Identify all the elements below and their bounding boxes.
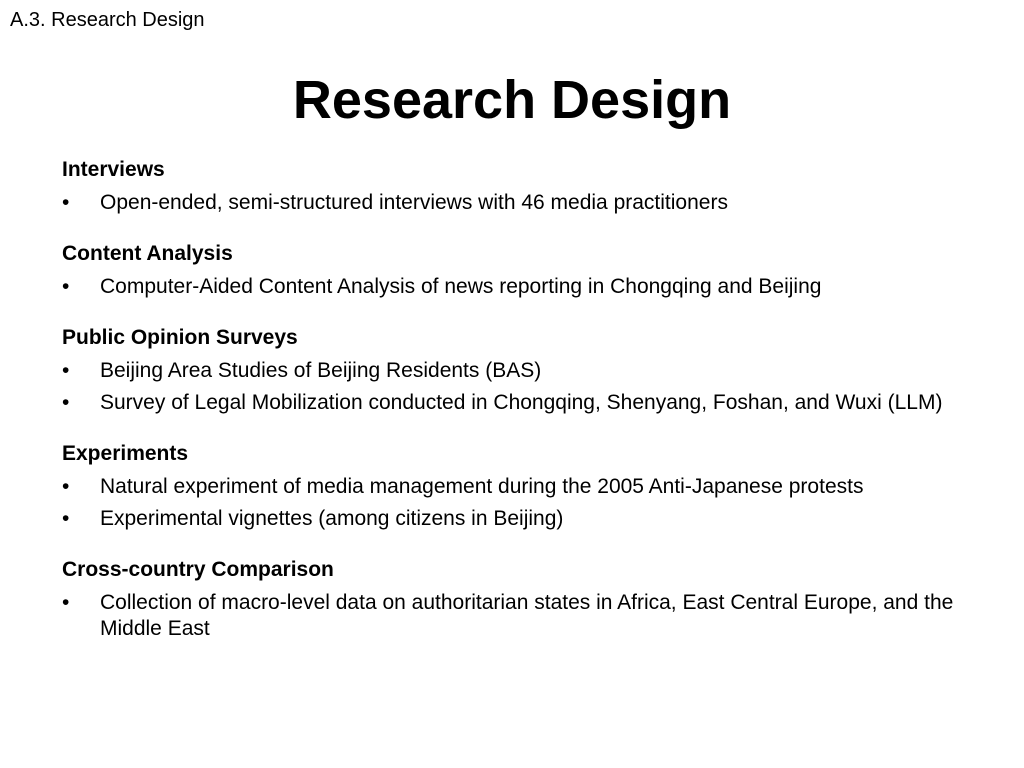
bullet-icon: • xyxy=(62,359,70,382)
bullet-icon: • xyxy=(62,275,70,298)
section-cross-country-comparison xyxy=(62,556,962,642)
list-item-text: Experimental vignettes (among citizens in Beijing) xyxy=(100,507,564,530)
bullet-icon: • xyxy=(62,191,70,214)
list-item xyxy=(62,474,962,500)
bullet-icon: • xyxy=(62,475,70,498)
section-heading: Experiments xyxy=(62,442,189,465)
list-item-text: Open-ended, semi-structured interviews with 46 media practitioners xyxy=(100,191,728,214)
bullet-list xyxy=(62,274,962,300)
bullet-list xyxy=(62,590,962,642)
list-item xyxy=(62,358,962,384)
section-heading: Public Opinion Surveys xyxy=(62,326,298,349)
section-heading: Interviews xyxy=(62,158,165,181)
slide-content xyxy=(62,156,962,666)
section-content-analysis xyxy=(62,240,962,300)
list-item-text: Natural experiment of media management during the 2005 Anti-Japanese protests xyxy=(100,475,864,498)
bullet-list xyxy=(62,190,962,216)
list-item-text: Computer-Aided Content Analysis of news reporting in Chongqing and Beijing xyxy=(100,275,822,298)
list-item-text: Collection of macro-level data on authoritarian states in Africa, East Central Europe, and the Middle East xyxy=(100,591,954,640)
bullet-icon: • xyxy=(62,591,70,614)
bullet-icon: • xyxy=(62,507,70,530)
list-item-text: Beijing Area Studies of Beijing Residents (BAS) xyxy=(100,359,542,382)
section-public-opinion-surveys xyxy=(62,324,962,416)
bullet-list xyxy=(62,474,962,532)
section-heading: Content Analysis xyxy=(62,242,233,265)
list-item xyxy=(62,274,962,300)
section-heading: Cross-country Comparison xyxy=(62,558,334,581)
list-item xyxy=(62,506,962,532)
slide-title: Research Design xyxy=(292,70,732,130)
section-interviews xyxy=(62,156,962,216)
slide-label: A.3. Research Design xyxy=(10,9,205,31)
bullet-list xyxy=(62,358,962,416)
bullet-icon: • xyxy=(62,391,70,414)
list-item-text: Survey of Legal Mobilization conducted in Chongqing, Shenyang, Foshan, and Wuxi (LLM) xyxy=(100,391,943,414)
list-item xyxy=(62,190,962,216)
list-item xyxy=(62,590,962,642)
section-experiments xyxy=(62,440,962,532)
list-item xyxy=(62,390,962,416)
